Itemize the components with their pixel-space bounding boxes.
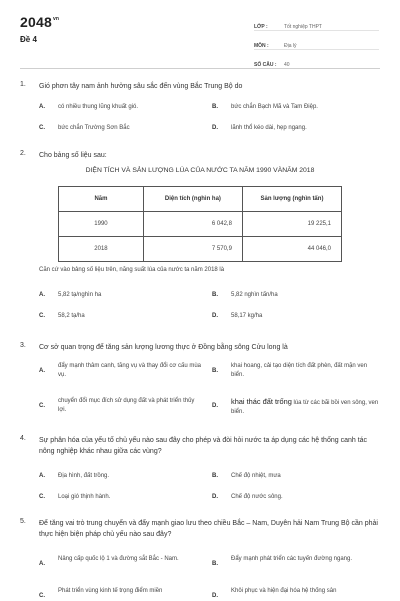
exam-code: Đề 4 bbox=[20, 35, 37, 44]
option-label: B. bbox=[212, 104, 218, 110]
option-text: lãnh thổ kéo dài, hẹp ngang. bbox=[231, 125, 307, 131]
logo-suffix: vn bbox=[52, 16, 60, 22]
option-text: 5,82 nghìn tấn/ha bbox=[231, 292, 278, 298]
option-text: Chế độ nhiệt, mưa bbox=[231, 473, 281, 479]
data-table bbox=[58, 186, 342, 262]
exam-meta bbox=[254, 15, 379, 72]
table-header: Sản lượng (nghìn tấn) bbox=[242, 187, 341, 212]
option-label: A. bbox=[39, 473, 45, 479]
option-label: C. bbox=[39, 403, 45, 409]
option-text: chuyển đổi mục đích sử dụng đất và phát triển thủy lợi. bbox=[58, 398, 195, 413]
option-label: D. bbox=[212, 593, 218, 599]
table-cell: 2018 bbox=[59, 237, 144, 262]
question-number: 4. bbox=[20, 435, 26, 442]
table-header-row bbox=[59, 187, 342, 212]
option-text: 58,17 kg/ha bbox=[231, 313, 263, 319]
option-label: B. bbox=[212, 561, 218, 567]
meta-value: Tốt nghiệp THPT bbox=[284, 24, 322, 30]
option-text: khai hoang, cải tạo diện tích đất phèn, đất mặn ven biển. bbox=[231, 363, 368, 378]
option-label: D. bbox=[212, 403, 218, 409]
question-number: 1. bbox=[20, 81, 26, 88]
option-text: 58,2 tạ/ha bbox=[58, 313, 85, 319]
option-text: đẩy mạnh thâm canh, tăng vụ và thay đổi cơ cấu mùa vụ. bbox=[58, 363, 202, 378]
option-2a[interactable] bbox=[39, 291, 199, 300]
question-text: Cơ sở quan trọng để tăng sản lượng lương thực ở Đồng bằng sông Cửu long là bbox=[39, 344, 288, 351]
option-1b[interactable] bbox=[212, 103, 380, 112]
table-cell: 19 225,1 bbox=[242, 212, 341, 237]
option-label: A. bbox=[39, 561, 45, 567]
option-label: C. bbox=[39, 494, 45, 500]
option-3a[interactable] bbox=[39, 362, 204, 380]
logo-text: 2048 bbox=[20, 14, 52, 30]
option-1a[interactable] bbox=[39, 103, 199, 112]
option-label: C. bbox=[39, 125, 45, 131]
table-header: Diện tích (nghìn ha) bbox=[143, 187, 242, 212]
meta-subject bbox=[254, 34, 379, 50]
table-row bbox=[59, 212, 342, 237]
question-text: Sự phân hóa của yếu tố chủ yếu nào sau đây cho phép và đòi hỏi nước ta áp dụng các hệ thống canh tác nông nghiệp khác nhau giữa các vùng? bbox=[39, 437, 368, 455]
meta-class bbox=[254, 15, 379, 31]
site-logo[interactable] bbox=[20, 14, 59, 30]
option-2b[interactable] bbox=[212, 291, 380, 300]
option-text: có nhiều thung lũng khuất gió. bbox=[58, 104, 139, 110]
option-rest-text: lúa từ các bãi bồi ven sông, ven biển. bbox=[231, 400, 379, 415]
option-label: B. bbox=[212, 473, 218, 479]
option-4c[interactable] bbox=[39, 493, 199, 502]
meta-value: 40 bbox=[284, 62, 290, 68]
question-1 bbox=[20, 81, 380, 92]
option-text: Phát triển vùng kinh tế trọng điểm miền bbox=[58, 588, 163, 594]
table-row bbox=[59, 237, 342, 262]
question-5 bbox=[20, 518, 380, 540]
option-5b[interactable] bbox=[212, 555, 380, 567]
option-text bbox=[231, 397, 380, 417]
meta-key: SỐ CÂU : bbox=[254, 62, 277, 68]
option-4b[interactable] bbox=[212, 472, 380, 481]
option-text: Nâng cấp quốc lộ 1 và đường sắt Bắc - Nam. bbox=[58, 556, 179, 562]
option-label: B. bbox=[212, 368, 218, 374]
question-text: Gió phơn tây nam ảnh hưởng sâu sắc đến vùng Bắc Trung Bộ do bbox=[39, 83, 243, 90]
option-4a[interactable] bbox=[39, 472, 199, 481]
option-text: Đẩy mạnh phát triển các tuyến đường ngang. bbox=[231, 556, 353, 562]
option-text: bức chắn Bạch Mã và Tam Điệp. bbox=[231, 104, 318, 110]
option-5c[interactable] bbox=[39, 587, 204, 599]
option-text: 5,82 tạ/nghìn ha bbox=[58, 292, 102, 298]
option-label: D. bbox=[212, 313, 218, 319]
question-text: Cho bảng số liệu sau: bbox=[39, 152, 107, 159]
option-text: Khôi phục và hiện đại hóa hệ thống sân bbox=[231, 588, 337, 594]
option-3c[interactable] bbox=[39, 397, 204, 415]
option-lead-text: khai thác đất trống bbox=[231, 397, 292, 406]
question-2 bbox=[20, 150, 380, 161]
table-cell: 7 570,9 bbox=[143, 237, 242, 262]
question-4 bbox=[20, 435, 380, 457]
option-1d[interactable] bbox=[212, 124, 380, 133]
option-label: A. bbox=[39, 104, 45, 110]
table-cell: 1990 bbox=[59, 212, 144, 237]
option-text: Chế độ nước sông. bbox=[231, 494, 283, 500]
table-cell: 6 042,8 bbox=[143, 212, 242, 237]
option-1c[interactable] bbox=[39, 124, 199, 133]
question-3 bbox=[20, 342, 380, 353]
option-label: C. bbox=[39, 313, 45, 319]
meta-key: LỚP : bbox=[254, 24, 268, 30]
prompt-text: Căn cứ vào bảng số liệu trên, năng suất lúa của nước ta năm 2018 là bbox=[39, 267, 225, 273]
option-4d[interactable] bbox=[212, 493, 380, 502]
option-2c[interactable] bbox=[39, 312, 199, 321]
table-header: Năm bbox=[59, 187, 144, 212]
option-label: B. bbox=[212, 292, 218, 298]
option-label: A. bbox=[39, 368, 45, 374]
option-label: D. bbox=[212, 494, 218, 500]
meta-key: MÔN : bbox=[254, 43, 269, 49]
table-cell: 44 046,0 bbox=[242, 237, 341, 262]
meta-count bbox=[254, 53, 379, 69]
option-3b[interactable] bbox=[212, 362, 380, 380]
table-title: DIỆN TÍCH VÀ SẢN LƯỢNG LÚA CỦA NƯỚC TA NĂM 1990 VÀNĂM 2018 bbox=[85, 167, 315, 174]
option-2d[interactable] bbox=[212, 312, 380, 321]
question-number: 5. bbox=[20, 518, 26, 525]
option-5d[interactable] bbox=[212, 587, 380, 599]
option-text: Địa hình, đất trồng. bbox=[58, 473, 110, 479]
question-text: Để tăng vai trò trung chuyển và đẩy mạnh giao lưu theo chiều Bắc – Nam, Duyên hải Nam Trung Bộ cần phải thực hiện biện pháp chủ yếu nào sau đây? bbox=[39, 520, 378, 538]
header-divider bbox=[20, 68, 380, 69]
question-2-prompt bbox=[39, 266, 379, 275]
option-3d[interactable] bbox=[212, 397, 380, 417]
option-label: A. bbox=[39, 292, 45, 298]
option-label: C. bbox=[39, 593, 45, 599]
option-5a[interactable] bbox=[39, 555, 204, 567]
meta-value: Địa lý bbox=[284, 43, 297, 49]
option-label: D. bbox=[212, 125, 218, 131]
option-text: Loại gió thịnh hành. bbox=[58, 494, 111, 500]
question-number: 3. bbox=[20, 342, 26, 349]
option-text: bức chắn Trường Sơn Bắc bbox=[58, 125, 130, 131]
question-number: 2. bbox=[20, 150, 26, 157]
